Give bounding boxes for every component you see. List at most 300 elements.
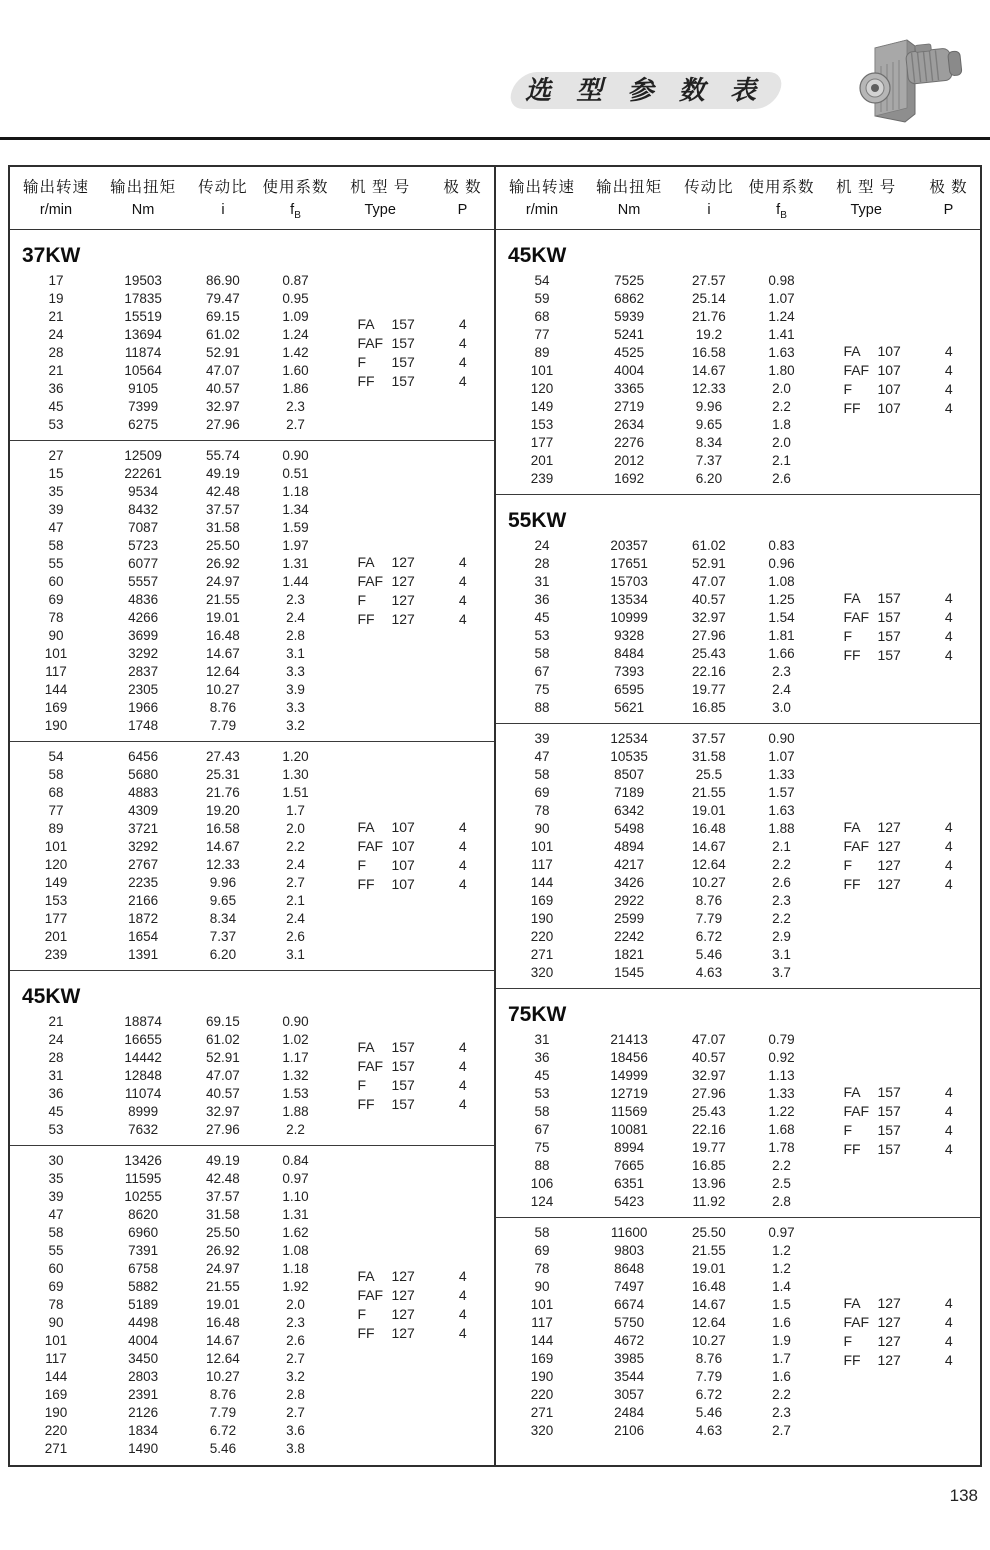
type-label: FA 127 [357, 1268, 415, 1284]
service-factor-value: 0.92 [768, 1050, 795, 1065]
type-label: FF 107 [843, 400, 901, 416]
ratio-value: 9.65 [209, 893, 237, 908]
speed-value: 120 [530, 381, 554, 396]
ratio-value: 21.55 [206, 1279, 240, 1294]
torque-value: 11874 [124, 345, 162, 360]
speed-value: 45 [48, 1104, 64, 1119]
data-rows [496, 730, 980, 982]
ratio-value: 8.76 [209, 700, 237, 715]
ratio-value: 4.63 [695, 965, 723, 980]
speed-value: 124 [530, 1194, 554, 1209]
ratio-value: 12.33 [206, 857, 240, 872]
service-factor-value: 3.6 [286, 1423, 305, 1438]
ratio-value: 25.43 [692, 1104, 726, 1119]
speed-value: 47 [534, 749, 550, 764]
torque-value: 4004 [128, 1333, 159, 1348]
service-factor-value: 1.34 [282, 502, 309, 517]
speed-value: 153 [530, 417, 554, 432]
power-block [10, 741, 494, 970]
ratio-value: 22.16 [692, 1122, 726, 1137]
torque-value: 1490 [128, 1441, 159, 1456]
torque-value: 20357 [610, 538, 648, 553]
type-label: FAF 127 [357, 1287, 415, 1303]
speed-value: 21 [48, 363, 64, 378]
torque-value: 1545 [614, 965, 645, 980]
service-factor-value: 1.88 [768, 821, 795, 836]
data-rows [10, 1013, 494, 1139]
poles-value: 4 [458, 1306, 467, 1322]
type-row [815, 837, 980, 856]
ratio-value: 14.67 [692, 363, 726, 378]
type-row [329, 553, 494, 572]
speed-value: 39 [534, 731, 550, 746]
type-label: FAF 127 [843, 1314, 901, 1330]
ratio-value: 32.97 [692, 1068, 726, 1083]
torque-value: 13534 [610, 592, 648, 607]
speed-value: 88 [534, 700, 550, 715]
torque-value: 5750 [614, 1315, 645, 1330]
ratio-value: 8.76 [209, 1387, 237, 1402]
service-factor-value: 2.0 [286, 821, 305, 836]
ratio-value: 7.37 [695, 453, 723, 468]
torque-value: 8432 [128, 502, 159, 517]
ratio-value: 49.19 [206, 466, 240, 481]
data-rows [10, 447, 494, 735]
service-factor-value: 2.3 [772, 893, 791, 908]
poles-value: 4 [944, 838, 953, 854]
ratio-value: 37.57 [206, 1189, 240, 1204]
torque-value: 7087 [128, 520, 159, 535]
speed-value: 169 [530, 1351, 554, 1366]
torque-value: 2106 [614, 1423, 645, 1438]
power-block [10, 970, 494, 1145]
service-factor-value: 1.68 [768, 1122, 795, 1137]
poles-value: 4 [458, 573, 467, 589]
speed-value: 271 [530, 947, 554, 962]
service-factor-value: 1.17 [282, 1050, 309, 1065]
type-label: FF 127 [843, 876, 901, 892]
type-row [815, 646, 980, 665]
speed-value: 169 [44, 700, 68, 715]
service-factor-value: 1.24 [282, 327, 309, 342]
ratio-value: 25.5 [695, 767, 723, 782]
type-row [329, 856, 494, 875]
col-servicefactor-header: 使用系数 $f_B$ [748, 179, 815, 221]
col-servicefactor-header: 使用系数 $f_B$ [262, 179, 329, 221]
type-label: FF 157 [843, 1141, 901, 1157]
speed-value: 220 [44, 1423, 68, 1438]
service-factor-value: 0.97 [282, 1171, 309, 1186]
speed-value: 78 [48, 1297, 64, 1312]
type-row [815, 589, 980, 608]
ratio-value: 31.58 [206, 520, 240, 535]
poles-value: 4 [944, 1314, 953, 1330]
torque-value: 7393 [614, 664, 645, 679]
torque-value: 6351 [614, 1176, 645, 1191]
type-row [815, 1140, 980, 1159]
ratio-value: 8.34 [209, 911, 237, 926]
torque-value: 7525 [614, 273, 645, 288]
ratio-value: 7.79 [209, 1405, 237, 1420]
torque-value: 11569 [610, 1104, 648, 1119]
torque-value: 6342 [614, 803, 645, 818]
speed-value: 69 [534, 785, 550, 800]
torque-value: 4894 [614, 839, 645, 854]
ratio-value: 40.57 [206, 381, 240, 396]
type-row [815, 818, 980, 837]
ratio-value: 14.67 [206, 646, 240, 661]
ratio-value: 7.79 [209, 718, 237, 733]
speed-value: 39 [48, 1189, 64, 1204]
ratio-value: 9.96 [695, 399, 723, 414]
poles-value: 4 [458, 1077, 467, 1093]
service-factor-value: 2.2 [772, 911, 791, 926]
poles-value: 4 [458, 554, 467, 570]
ratio-value: 16.48 [206, 628, 240, 643]
type-list [329, 1013, 494, 1139]
ratio-value: 25.14 [692, 291, 726, 306]
service-factor-value: 2.2 [286, 1122, 305, 1137]
torque-value: 6456 [128, 749, 159, 764]
type-row [329, 372, 494, 391]
speed-value: 90 [534, 1279, 550, 1294]
torque-value: 1834 [128, 1423, 159, 1438]
type-row [815, 342, 980, 361]
speed-value: 69 [48, 592, 64, 607]
torque-value: 2276 [614, 435, 645, 450]
speed-value: 101 [530, 1297, 554, 1312]
type-row [329, 818, 494, 837]
ratio-value: 21.55 [692, 1243, 726, 1258]
ratio-value: 25.50 [206, 538, 240, 553]
speed-value: 55 [48, 1243, 64, 1258]
page-number: 138 [949, 1486, 978, 1505]
col-poles-header: 极 数 P [443, 179, 482, 219]
type-row [815, 627, 980, 646]
torque-value: 5189 [128, 1297, 159, 1312]
torque-value: 10255 [124, 1189, 162, 1204]
ratio-value: 32.97 [206, 399, 240, 414]
torque-value: 5723 [128, 538, 159, 553]
power-block [496, 230, 980, 494]
ratio-value: 27.43 [206, 749, 240, 764]
torque-value: 2126 [128, 1405, 159, 1420]
service-factor-value: 3.1 [286, 646, 305, 661]
torque-value: 2634 [614, 417, 645, 432]
ratio-value: 49.19 [206, 1153, 240, 1168]
ratio-value: 10.27 [206, 1369, 240, 1384]
torque-value: 6674 [614, 1297, 645, 1312]
table-column-left [10, 167, 495, 1465]
speed-value: 31 [534, 574, 550, 589]
type-row [815, 1121, 980, 1140]
speed-value: 271 [530, 1405, 554, 1420]
service-factor-value: 1.92 [282, 1279, 309, 1294]
service-factor-value: 2.4 [286, 857, 305, 872]
poles-value: 4 [944, 609, 953, 625]
speed-value: 58 [534, 1104, 550, 1119]
type-label: FF 157 [357, 1096, 415, 1112]
service-factor-value: 1.13 [768, 1068, 795, 1083]
type-label: FF 127 [357, 1325, 415, 1341]
speed-value: 15 [48, 466, 64, 481]
ratio-value: 8.34 [695, 435, 723, 450]
service-factor-value: 1.8 [772, 417, 791, 432]
service-factor-value: 2.1 [772, 453, 791, 468]
ratio-value: 40.57 [692, 592, 726, 607]
poles-value: 4 [944, 647, 953, 663]
power-block [10, 230, 494, 440]
poles-value: 4 [944, 590, 953, 606]
service-factor-value: 2.8 [772, 1194, 791, 1209]
type-list [329, 447, 494, 735]
ratio-value: 21.55 [692, 785, 726, 800]
ratio-value: 27.96 [692, 1086, 726, 1101]
poles-value: 4 [458, 857, 467, 873]
torque-value: 10564 [124, 363, 162, 378]
torque-value: 3544 [614, 1369, 645, 1384]
speed-value: 60 [48, 574, 64, 589]
service-factor-value: 1.31 [282, 1207, 309, 1222]
ratio-value: 24.97 [206, 574, 240, 589]
ratio-value: 14.67 [206, 839, 240, 854]
col-type-header: 机 型 号 Type [836, 179, 897, 219]
speed-value: 21 [48, 1014, 64, 1029]
speed-value: 54 [48, 749, 64, 764]
service-factor-value: 2.3 [772, 1405, 791, 1420]
ratio-value: 6.72 [209, 1423, 237, 1438]
type-row [329, 1305, 494, 1324]
poles-value: 4 [458, 335, 467, 351]
poles-value: 4 [458, 819, 467, 835]
service-factor-value: 3.0 [772, 700, 791, 715]
torque-value: 15519 [124, 309, 162, 324]
service-factor-value: 1.30 [282, 767, 309, 782]
ratio-value: 5.46 [695, 1405, 723, 1420]
speed-value: 101 [44, 839, 68, 854]
speed-value: 39 [48, 502, 64, 517]
service-factor-value: 1.2 [772, 1243, 791, 1258]
col-ratio-header: 传动比 i [198, 179, 248, 219]
speed-value: 31 [534, 1032, 550, 1047]
speed-value: 35 [48, 484, 64, 499]
service-factor-value: 1.54 [768, 610, 795, 625]
ratio-value: 40.57 [692, 1050, 726, 1065]
speed-value: 190 [530, 911, 554, 926]
torque-value: 6758 [128, 1261, 159, 1276]
table-header [496, 167, 980, 230]
service-factor-value: 1.44 [282, 574, 309, 589]
speed-value: 36 [48, 1086, 64, 1101]
poles-value: 4 [458, 1287, 467, 1303]
speed-value: 60 [48, 1261, 64, 1276]
ratio-value: 42.48 [206, 1171, 240, 1186]
service-factor-value: 2.4 [286, 610, 305, 625]
speed-value: 75 [534, 682, 550, 697]
service-factor-value: 1.2 [772, 1261, 791, 1276]
service-factor-value: 1.88 [282, 1104, 309, 1119]
poles-value: 4 [458, 838, 467, 854]
speed-value: 28 [48, 1050, 64, 1065]
service-factor-value: 0.97 [768, 1225, 795, 1240]
torque-value: 5882 [128, 1279, 159, 1294]
service-factor-value: 2.3 [286, 399, 305, 414]
torque-value: 14999 [610, 1068, 648, 1083]
speed-value: 239 [44, 947, 68, 962]
speed-value: 58 [48, 1225, 64, 1240]
ratio-value: 69.15 [206, 1014, 240, 1029]
power-block [496, 494, 980, 723]
ratio-value: 52.91 [692, 556, 726, 571]
speed-value: 153 [44, 893, 68, 908]
speed-value: 144 [530, 1333, 554, 1348]
col-torque-header: 输出扭矩 Nm [596, 179, 663, 219]
type-row [815, 875, 980, 894]
speed-value: 27 [48, 448, 64, 463]
torque-value: 8507 [614, 767, 645, 782]
type-row [329, 334, 494, 353]
data-rows [496, 1031, 980, 1211]
type-label: F 157 [843, 1122, 901, 1138]
torque-value: 6960 [128, 1225, 159, 1240]
torque-value: 9534 [128, 484, 159, 499]
power-section-title: 45KW [508, 244, 567, 267]
torque-value: 4266 [128, 610, 159, 625]
ratio-value: 32.97 [692, 610, 726, 625]
torque-value: 6275 [128, 417, 159, 432]
speed-value: 101 [44, 646, 68, 661]
torque-value: 8648 [614, 1261, 645, 1276]
speed-value: 68 [48, 785, 64, 800]
speed-value: 30 [48, 1153, 64, 1168]
data-rows [10, 748, 494, 964]
speed-value: 24 [534, 538, 550, 553]
speed-value: 19 [48, 291, 64, 306]
service-factor-value: 1.97 [282, 538, 309, 553]
poles-value: 4 [944, 819, 953, 835]
speed-value: 21 [48, 309, 64, 324]
service-factor-value: 0.51 [282, 466, 309, 481]
poles-value: 4 [944, 343, 953, 359]
speed-value: 35 [48, 1171, 64, 1186]
service-factor-value: 1.66 [768, 646, 795, 661]
torque-value: 2242 [614, 929, 645, 944]
speed-value: 169 [44, 1387, 68, 1402]
torque-value: 3365 [614, 381, 645, 396]
power-section-title: 37KW [22, 244, 81, 267]
type-label: FA 127 [843, 819, 901, 835]
ratio-value: 6.20 [695, 471, 723, 486]
service-factor-value: 1.7 [286, 803, 305, 818]
type-row [329, 1038, 494, 1057]
service-factor-value: 1.25 [768, 592, 795, 607]
service-factor-value: 1.42 [282, 345, 309, 360]
type-row [815, 1313, 980, 1332]
type-label: FAF 127 [843, 838, 901, 854]
service-factor-value: 1.5 [772, 1297, 791, 1312]
torque-value: 2922 [614, 893, 645, 908]
service-factor-value: 1.08 [768, 574, 795, 589]
ratio-value: 25.50 [692, 1225, 726, 1240]
data-rows [496, 1224, 980, 1440]
ratio-value: 12.64 [206, 1351, 240, 1366]
type-row [815, 399, 980, 418]
type-label: FF 127 [843, 1352, 901, 1368]
type-row [329, 1324, 494, 1343]
type-label: FAF 157 [843, 609, 901, 625]
type-row [329, 591, 494, 610]
speed-value: 90 [48, 628, 64, 643]
torque-value: 7391 [128, 1243, 159, 1258]
ratio-value: 12.64 [206, 664, 240, 679]
poles-value: 4 [944, 1122, 953, 1138]
torque-value: 9803 [614, 1243, 645, 1258]
poles-value: 4 [944, 362, 953, 378]
ratio-value: 8.76 [695, 893, 723, 908]
torque-value: 4004 [614, 363, 645, 378]
service-factor-value: 2.2 [772, 399, 791, 414]
ratio-value: 25.43 [692, 646, 726, 661]
col-speed-header: 输出转速 r/min [22, 179, 89, 219]
table-column-right [495, 167, 980, 1465]
torque-value: 3057 [614, 1387, 645, 1402]
poles-value: 4 [944, 1352, 953, 1368]
speed-value: 78 [534, 1261, 550, 1276]
ratio-value: 61.02 [692, 538, 726, 553]
ratio-value: 10.27 [692, 1333, 726, 1348]
torque-value: 7665 [614, 1158, 645, 1173]
ratio-value: 16.48 [692, 1279, 726, 1294]
ratio-value: 37.57 [206, 502, 240, 517]
service-factor-value: 0.95 [282, 291, 309, 306]
torque-value: 3450 [128, 1351, 159, 1366]
torque-value: 9105 [128, 381, 159, 396]
torque-value: 2599 [614, 911, 645, 926]
type-row [329, 1095, 494, 1114]
torque-value: 12719 [610, 1086, 648, 1101]
type-label: FA 127 [357, 554, 415, 570]
service-factor-value: 1.02 [282, 1032, 309, 1047]
torque-value: 4217 [614, 857, 645, 872]
speed-value: 47 [48, 520, 64, 535]
torque-value: 11595 [124, 1171, 162, 1186]
ratio-value: 22.16 [692, 664, 726, 679]
speed-value: 320 [530, 965, 554, 980]
type-list [815, 272, 980, 488]
type-list [815, 730, 980, 982]
service-factor-value: 0.98 [768, 273, 795, 288]
speed-value: 45 [534, 1068, 550, 1083]
service-factor-value: 1.24 [768, 309, 795, 324]
torque-value: 11600 [610, 1225, 648, 1240]
service-factor-value: 1.63 [768, 803, 795, 818]
ratio-value: 61.02 [206, 327, 240, 342]
ratio-value: 79.47 [206, 291, 240, 306]
service-factor-value: 1.59 [282, 520, 309, 535]
power-block [496, 988, 980, 1217]
speed-value: 220 [530, 929, 554, 944]
speed-value: 177 [530, 435, 554, 450]
gear-motor-image [845, 26, 970, 130]
service-factor-value: 1.10 [282, 1189, 309, 1204]
ratio-value: 86.90 [206, 273, 240, 288]
speed-value: 106 [530, 1176, 554, 1191]
type-label: F 107 [843, 381, 901, 397]
torque-value: 12534 [610, 731, 648, 746]
type-row [329, 837, 494, 856]
torque-value: 3721 [128, 821, 159, 836]
torque-value: 5498 [614, 821, 645, 836]
